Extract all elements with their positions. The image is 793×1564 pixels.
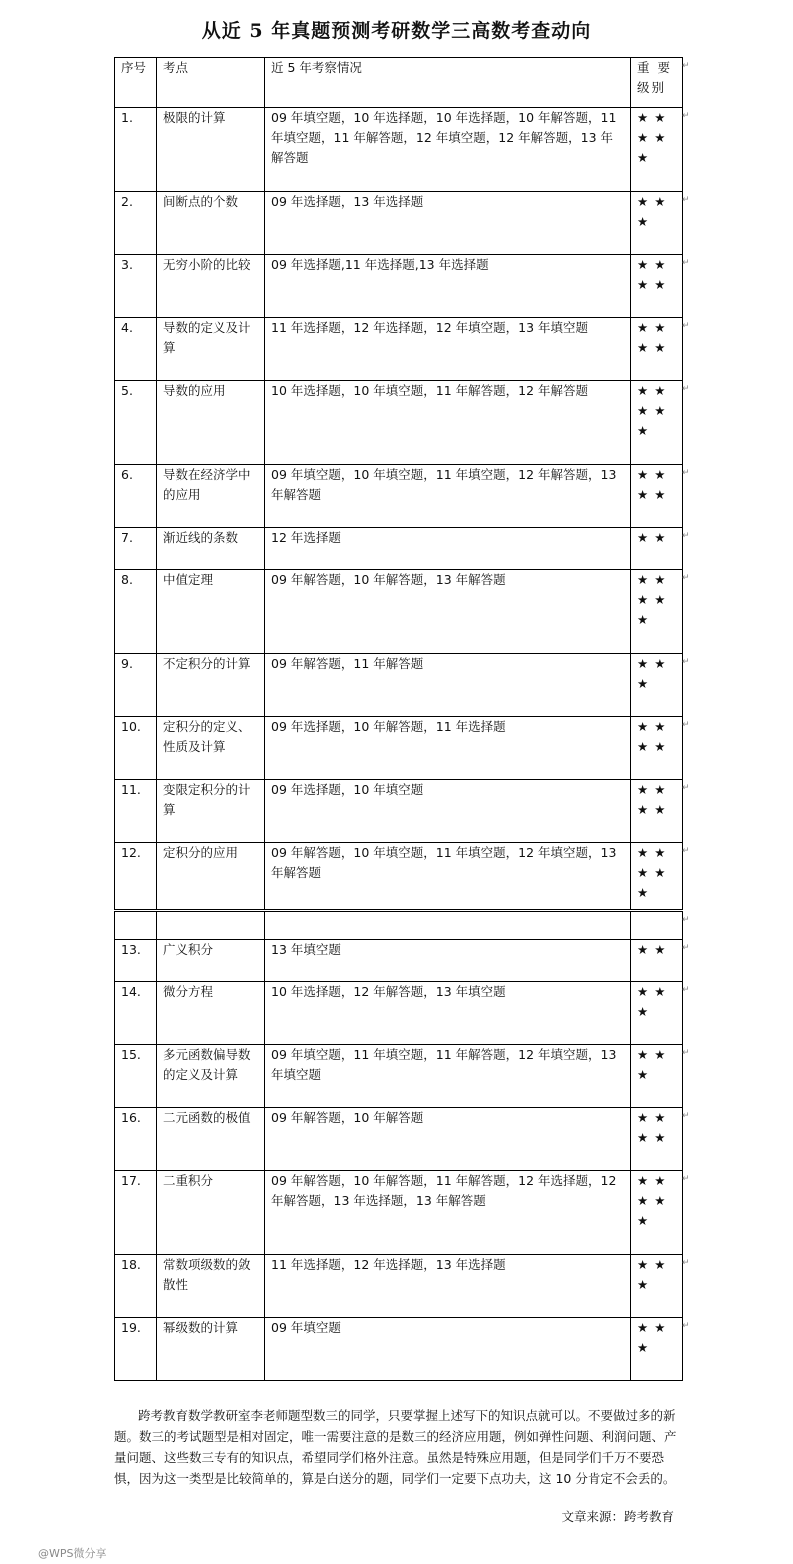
row-number: 19. bbox=[115, 1318, 157, 1381]
row-exam-info: 09 年填空题，11 年填空题，11 年解答题，12 年填空题，13 年填空题 bbox=[265, 1045, 631, 1108]
paragraph-mark: ↵ bbox=[682, 783, 690, 793]
exam-topics-table-2 bbox=[114, 911, 683, 1381]
row-exam-info: 11 年选择题，12 年选择题，13 年选择题 bbox=[265, 1255, 631, 1318]
empty-cell bbox=[631, 912, 683, 940]
header-topic: 考点 bbox=[157, 58, 265, 108]
table-row bbox=[115, 940, 683, 982]
row-importance-stars: ★★★★★ bbox=[631, 843, 683, 910]
paragraph-mark: ↵ bbox=[682, 1258, 690, 1268]
table-row bbox=[115, 1318, 683, 1381]
row-importance-stars: ★★★★ bbox=[631, 1108, 683, 1171]
row-importance-stars: ★★★★★ bbox=[631, 381, 683, 465]
row-importance-stars: ★★ bbox=[631, 528, 683, 570]
row-number: 15. bbox=[115, 1045, 157, 1108]
table-row bbox=[115, 843, 683, 910]
paragraph-mark: ↵ bbox=[682, 1111, 690, 1121]
paragraph-mark: ↵ bbox=[682, 531, 690, 541]
row-exam-info: 09 年填空题，10 年选择题，10 年选择题，10 年解答题，11 年填空题，11 年解答题，12 年填空题，12 年解答题，13 年解答题 bbox=[265, 108, 631, 192]
row-importance-stars: ★★ bbox=[631, 940, 683, 982]
row-topic: 不定积分的计算 bbox=[157, 654, 265, 717]
table-row bbox=[115, 780, 683, 843]
table-row bbox=[115, 982, 683, 1045]
row-number: 8. bbox=[115, 570, 157, 654]
row-topic: 渐近线的条数 bbox=[157, 528, 265, 570]
row-number: 5. bbox=[115, 381, 157, 465]
table-row bbox=[115, 717, 683, 780]
row-topic: 广义积分 bbox=[157, 940, 265, 982]
row-importance-stars: ★★★★ bbox=[631, 318, 683, 381]
paragraph-mark: ↵ bbox=[682, 720, 690, 730]
row-topic: 定积分的应用 bbox=[157, 843, 265, 910]
row-number: 11. bbox=[115, 780, 157, 843]
row-topic: 变限定积分的计算 bbox=[157, 780, 265, 843]
row-exam-info: 10 年选择题，10 年填空题，11 年解答题，12 年解答题 bbox=[265, 381, 631, 465]
empty-cell bbox=[265, 912, 631, 940]
row-number: 17. bbox=[115, 1171, 157, 1255]
exam-topics-table-1 bbox=[114, 57, 683, 910]
row-exam-info: 09 年选择题，10 年解答题，11 年选择题 bbox=[265, 717, 631, 780]
table-header-row bbox=[115, 58, 683, 108]
row-exam-info: 12 年选择题 bbox=[265, 528, 631, 570]
header-num: 序号 bbox=[115, 58, 157, 108]
row-topic: 定积分的定义、性质及计算 bbox=[157, 717, 265, 780]
row-number: 13. bbox=[115, 940, 157, 982]
table-row bbox=[115, 381, 683, 465]
table-row bbox=[115, 1108, 683, 1171]
summary-paragraph: 跨考教育数学教研室李老师题型数三的同学，只要掌握上述写下的知识点就可以。不要做过多的新题。数三的考试题型是相对固定，唯一需要注意的是数三的经济应用题，例如弹性问题、利润问题、产量问题、这些数三专有的知识点，希望同学们格外注意。虽然是特殊应用题，但是同学们千万不要恐惧，因为这一类型是比较简单的，算是白送分的题，同学们一定要下点功夫，这 10 分肯定不会丢的。 bbox=[114, 1408, 677, 1486]
row-topic: 导数在经济学中的应用 bbox=[157, 465, 265, 528]
row-exam-info: 10 年选择题，12 年解答题，13 年填空题 bbox=[265, 982, 631, 1045]
row-exam-info: 09 年解答题，10 年填空题，11 年填空题，12 年填空题，13 年解答题 bbox=[265, 843, 631, 910]
article-source: 文章来源：跨考教育 bbox=[561, 1509, 674, 1524]
row-topic: 中值定理 bbox=[157, 570, 265, 654]
row-exam-info: 09 年解答题，11 年解答题 bbox=[265, 654, 631, 717]
row-topic: 微分方程 bbox=[157, 982, 265, 1045]
page-title: 从近 5 年真题预测考研数学三高数考查动向 bbox=[201, 20, 592, 42]
row-number: 2. bbox=[115, 192, 157, 255]
row-number: 6. bbox=[115, 465, 157, 528]
header-info: 近 5 年考察情况 bbox=[265, 58, 631, 108]
row-topic: 无穷小阶的比较 bbox=[157, 255, 265, 318]
paragraph-mark: ↵ bbox=[682, 195, 690, 205]
row-importance-stars: ★★★ bbox=[631, 1045, 683, 1108]
paragraph-mark: ↵ bbox=[682, 111, 690, 121]
row-number: 9. bbox=[115, 654, 157, 717]
row-exam-info: 09 年填空题 bbox=[265, 1318, 631, 1381]
row-importance-stars: ★★★★★ bbox=[631, 1171, 683, 1255]
paragraph-mark: ↵ bbox=[682, 468, 690, 478]
row-exam-info: 09 年选择题，13 年选择题 bbox=[265, 192, 631, 255]
row-importance-stars: ★★★★ bbox=[631, 255, 683, 318]
paragraph-mark: ↵ bbox=[682, 1174, 690, 1184]
header-level: 重 要 级别 bbox=[631, 58, 683, 108]
paragraph-mark: ↵ bbox=[682, 915, 690, 925]
table-row bbox=[115, 654, 683, 717]
row-importance-stars: ★★★ bbox=[631, 982, 683, 1045]
row-topic: 幂级数的计算 bbox=[157, 1318, 265, 1381]
row-number: 3. bbox=[115, 255, 157, 318]
paragraph-mark: ↵ bbox=[682, 258, 690, 268]
row-exam-info: 09 年选择题，10 年填空题 bbox=[265, 780, 631, 843]
paragraph-mark: ↵ bbox=[682, 1048, 690, 1058]
table-row bbox=[115, 192, 683, 255]
row-topic: 多元函数偏导数的定义及计算 bbox=[157, 1045, 265, 1108]
row-exam-info: 09 年解答题，10 年解答题，11 年解答题，12 年选择题，12 年解答题，13 年选择题，13 年解答题 bbox=[265, 1171, 631, 1255]
row-topic: 二重积分 bbox=[157, 1171, 265, 1255]
row-importance-stars: ★★★★ bbox=[631, 780, 683, 843]
row-number: 16. bbox=[115, 1108, 157, 1171]
table-row bbox=[115, 465, 683, 528]
row-importance-stars: ★★★★★ bbox=[631, 108, 683, 192]
wps-watermark: @WPS微分享 bbox=[38, 1547, 107, 1560]
paragraph-mark: ↵ bbox=[682, 384, 690, 394]
row-topic: 二元函数的极值 bbox=[157, 1108, 265, 1171]
row-importance-stars: ★★★ bbox=[631, 1255, 683, 1318]
row-importance-stars: ★★★ bbox=[631, 192, 683, 255]
paragraph-mark: ↵ bbox=[682, 321, 690, 331]
row-number: 14. bbox=[115, 982, 157, 1045]
row-importance-stars: ★★★ bbox=[631, 1318, 683, 1381]
row-topic: 间断点的个数 bbox=[157, 192, 265, 255]
empty-cell bbox=[115, 912, 157, 940]
table-row bbox=[115, 1171, 683, 1255]
row-topic: 导数的应用 bbox=[157, 381, 265, 465]
row-topic: 极限的计算 bbox=[157, 108, 265, 192]
row-importance-stars: ★★★★ bbox=[631, 717, 683, 780]
table-row bbox=[115, 1255, 683, 1318]
table-empty-row bbox=[115, 912, 683, 940]
table-row bbox=[115, 255, 683, 318]
row-importance-stars: ★★★★ bbox=[631, 465, 683, 528]
row-number: 12. bbox=[115, 843, 157, 910]
row-exam-info: 11 年选择题，12 年选择题，12 年填空题，13 年填空题 bbox=[265, 318, 631, 381]
row-exam-info: 09 年解答题，10 年解答题，13 年解答题 bbox=[265, 570, 631, 654]
row-exam-info: 09 年解答题，10 年解答题 bbox=[265, 1108, 631, 1171]
row-exam-info: 09 年填空题，10 年填空题，11 年填空题，12 年解答题，13 年解答题 bbox=[265, 465, 631, 528]
table-row bbox=[115, 318, 683, 381]
paragraph-mark: ↵ bbox=[682, 846, 690, 856]
row-number: 4. bbox=[115, 318, 157, 381]
row-number: 10. bbox=[115, 717, 157, 780]
row-topic: 常数项级数的敛散性 bbox=[157, 1255, 265, 1318]
row-importance-stars: ★★★ bbox=[631, 654, 683, 717]
row-topic: 导数的定义及计算 bbox=[157, 318, 265, 381]
row-exam-info: 09 年选择题,11 年选择题,13 年选择题 bbox=[265, 255, 631, 318]
table-row bbox=[115, 1045, 683, 1108]
row-exam-info: 13 年填空题 bbox=[265, 940, 631, 982]
table-row bbox=[115, 528, 683, 570]
table-row bbox=[115, 570, 683, 654]
empty-cell bbox=[157, 912, 265, 940]
paragraph-mark: ↵ bbox=[682, 1321, 690, 1331]
row-number: 18. bbox=[115, 1255, 157, 1318]
paragraph-mark: ↵ bbox=[682, 657, 690, 667]
paragraph-mark: ↵ bbox=[682, 61, 690, 71]
row-importance-stars: ★★★★★ bbox=[631, 570, 683, 654]
paragraph-mark: ↵ bbox=[682, 985, 690, 995]
paragraph-mark: ↵ bbox=[682, 943, 690, 953]
paragraph-mark: ↵ bbox=[682, 573, 690, 583]
row-number: 1. bbox=[115, 108, 157, 192]
row-number: 7. bbox=[115, 528, 157, 570]
table-row bbox=[115, 108, 683, 192]
